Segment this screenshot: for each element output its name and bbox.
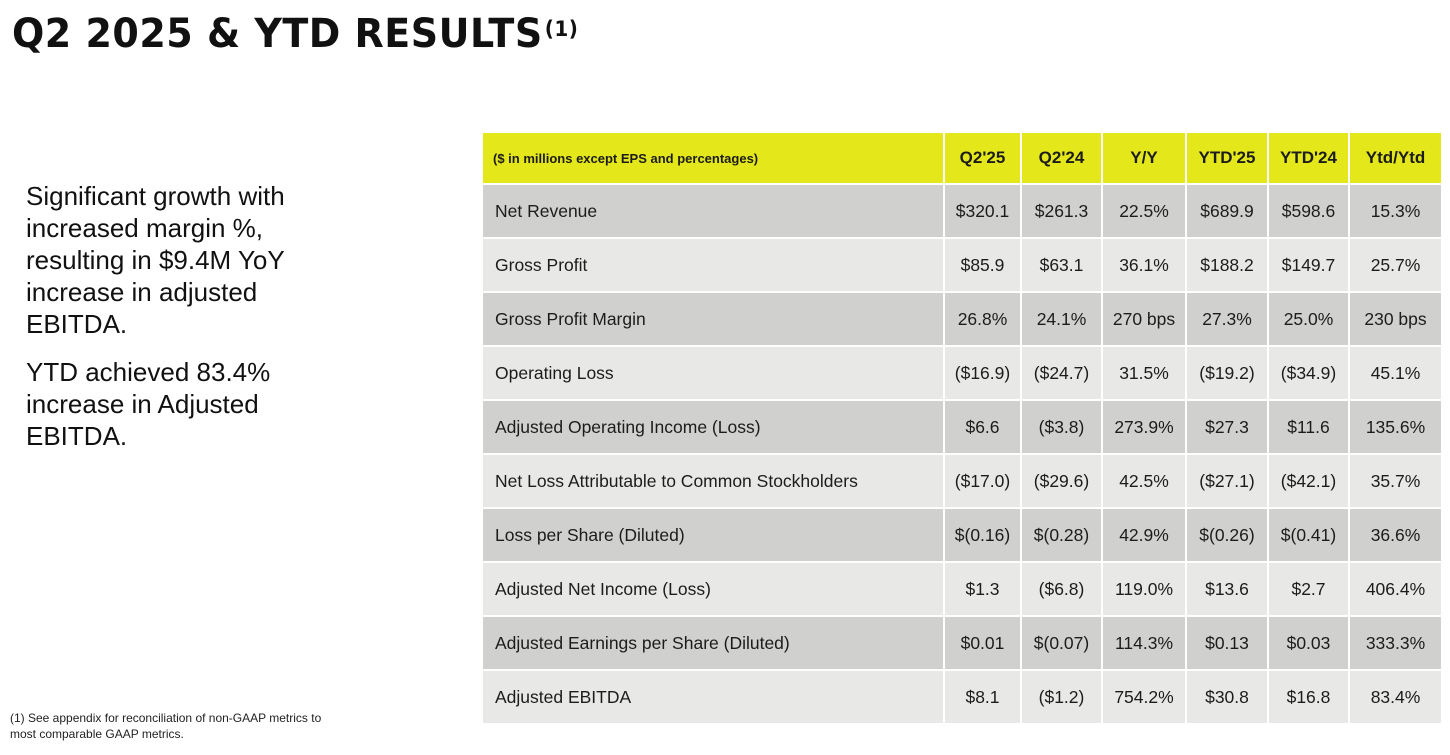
table-cell: $13.6 [1186, 562, 1268, 616]
table-cell: 15.3% [1349, 184, 1442, 238]
table-cell: 25.0% [1268, 292, 1349, 346]
table-cell: $(0.26) [1186, 508, 1268, 562]
table-cell: $(0.16) [944, 508, 1021, 562]
table-cell: 42.5% [1102, 454, 1186, 508]
table-cell: $149.7 [1268, 238, 1349, 292]
table-cell: 83.4% [1349, 670, 1442, 724]
table-row [482, 400, 1442, 454]
table-cell: $188.2 [1186, 238, 1268, 292]
table-row [482, 454, 1442, 508]
table-cell: $(0.28) [1021, 508, 1102, 562]
row-label: Adjusted Operating Income (Loss) [482, 400, 944, 454]
table-cell: 36.6% [1349, 508, 1442, 562]
table-cell: 270 bps [1102, 292, 1186, 346]
table-cell: ($27.1) [1186, 454, 1268, 508]
row-label: Net Revenue [482, 184, 944, 238]
table-cell: $(0.41) [1268, 508, 1349, 562]
table-cell: $30.8 [1186, 670, 1268, 724]
table-cell: $6.6 [944, 400, 1021, 454]
results-table [481, 131, 1443, 725]
table-cell: $0.03 [1268, 616, 1349, 670]
table-cell: $689.9 [1186, 184, 1268, 238]
table-cell: $0.01 [944, 616, 1021, 670]
table-row [482, 562, 1442, 616]
table-cell: 25.7% [1349, 238, 1442, 292]
table-cell: 31.5% [1102, 346, 1186, 400]
table-row [482, 670, 1442, 724]
table-cell: $598.6 [1268, 184, 1349, 238]
column-header-q2-25: Q2'25 [944, 132, 1021, 184]
table-cell: 119.0% [1102, 562, 1186, 616]
table-cell: ($34.9) [1268, 346, 1349, 400]
table-cell: $8.1 [944, 670, 1021, 724]
summary-paragraph-1: Significant growth with increased margin %, resulting in $9.4M YoY increase in adjusted EBITDA. [26, 181, 285, 339]
table-cell: ($42.1) [1268, 454, 1349, 508]
table-cell: 26.8% [944, 292, 1021, 346]
table-cell: 114.3% [1102, 616, 1186, 670]
table-cell: 135.6% [1349, 400, 1442, 454]
table-cell: $261.3 [1021, 184, 1102, 238]
table-cell: $27.3 [1186, 400, 1268, 454]
table-cell: 273.9% [1102, 400, 1186, 454]
row-label: Adjusted Net Income (Loss) [482, 562, 944, 616]
column-header-ytd-24: YTD'24 [1268, 132, 1349, 184]
column-header-ytd-25: YTD'25 [1186, 132, 1268, 184]
table-cell: 406.4% [1349, 562, 1442, 616]
table-row [482, 346, 1442, 400]
footnote: (1) See appendix for reconciliation of non-GAAP metrics to most comparable GAAP metrics. [10, 711, 322, 741]
table-cell: $2.7 [1268, 562, 1349, 616]
table-cell: ($1.2) [1021, 670, 1102, 724]
row-label: Operating Loss [482, 346, 944, 400]
slide-title [12, 10, 578, 56]
table-row [482, 616, 1442, 670]
table-header-row [482, 132, 1442, 184]
row-label: Loss per Share (Diluted) [482, 508, 944, 562]
table-row [482, 292, 1442, 346]
table-cell: $63.1 [1021, 238, 1102, 292]
row-label: Adjusted EBITDA [482, 670, 944, 724]
table-cell: 27.3% [1186, 292, 1268, 346]
row-label: Net Loss Attributable to Common Stockholders [482, 454, 944, 508]
row-label: Adjusted Earnings per Share (Diluted) [482, 616, 944, 670]
table-cell: 24.1% [1021, 292, 1102, 346]
table-cell: $11.6 [1268, 400, 1349, 454]
row-label: Gross Profit Margin [482, 292, 944, 346]
table-cell: 35.7% [1349, 454, 1442, 508]
table-cell: ($29.6) [1021, 454, 1102, 508]
row-label: Gross Profit [482, 238, 944, 292]
summary-text [26, 180, 356, 468]
table-cell: 333.3% [1349, 616, 1442, 670]
table-cell: 42.9% [1102, 508, 1186, 562]
units-note-header: ($ in millions except EPS and percentages) [482, 132, 944, 184]
column-header-ytd-ytd: Ytd/Ytd [1349, 132, 1442, 184]
table-row [482, 184, 1442, 238]
table-cell: $85.9 [944, 238, 1021, 292]
table-cell: 36.1% [1102, 238, 1186, 292]
table-row [482, 508, 1442, 562]
title-footnote-marker: (1) [544, 16, 579, 42]
table-cell: 754.2% [1102, 670, 1186, 724]
table-cell: ($17.0) [944, 454, 1021, 508]
summary-paragraph-2: YTD achieved 83.4% increase in Adjusted EBITDA. [26, 357, 271, 451]
table-cell: $0.13 [1186, 616, 1268, 670]
table-cell: ($3.8) [1021, 400, 1102, 454]
table-cell: $(0.07) [1021, 616, 1102, 670]
table-cell: $16.8 [1268, 670, 1349, 724]
table-cell: $1.3 [944, 562, 1021, 616]
table-cell: ($16.9) [944, 346, 1021, 400]
column-header-yoy: Y/Y [1102, 132, 1186, 184]
table-cell: ($24.7) [1021, 346, 1102, 400]
column-header-q2-24: Q2'24 [1021, 132, 1102, 184]
table-cell: 22.5% [1102, 184, 1186, 238]
table-cell: 230 bps [1349, 292, 1442, 346]
table-cell: ($19.2) [1186, 346, 1268, 400]
table-row [482, 238, 1442, 292]
table-cell: 45.1% [1349, 346, 1442, 400]
table-cell: $320.1 [944, 184, 1021, 238]
table-cell: ($6.8) [1021, 562, 1102, 616]
slide-title-text: Q2 2025 & YTD RESULTS [12, 10, 543, 57]
